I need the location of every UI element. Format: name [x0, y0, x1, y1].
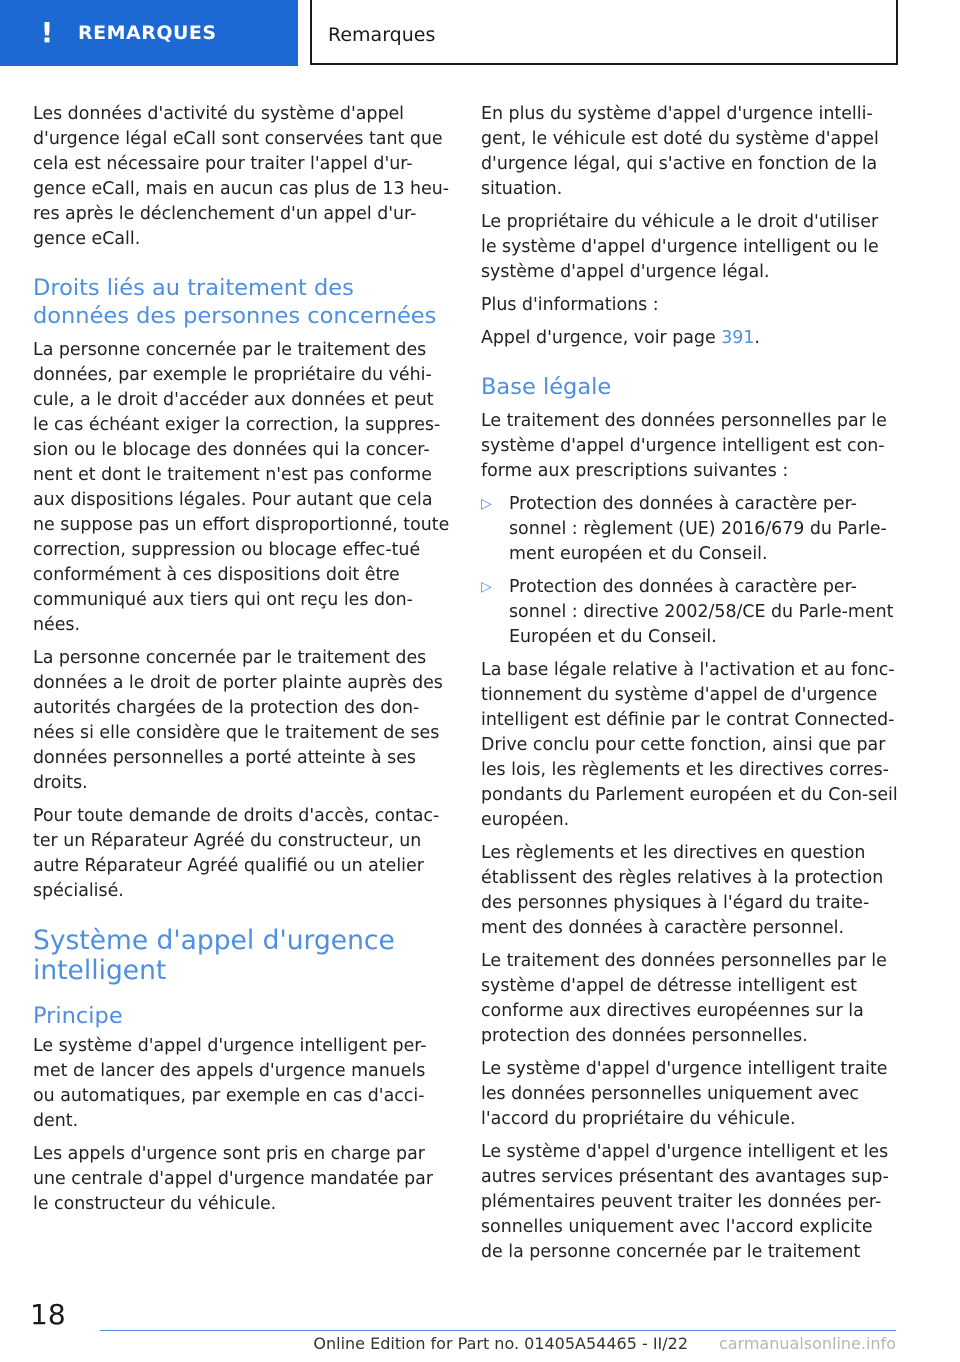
chapter-label: Remarques: [328, 24, 436, 46]
paragraph: Les règlements et les directives en question établissent des règles relatives à la protection des personnes physiques à l'égard du traite-ment des données à caractère personnel.: [481, 843, 884, 938]
paragraph: Pour toute demande de droits d'accès, contac-ter un Réparateur Agréé du constructeur, un autre Réparateur Agréé qualifié ou un atelier spécialisé.: [33, 806, 440, 901]
footer-divider: [100, 1330, 896, 1331]
triangle-bullet-icon: ▷: [481, 579, 492, 595]
paragraph: La personne concernée par le traitement des données, par exemple le propriétaire du véhi-cule, a le droit d'accéder aux données et peut le cas échéant exiger la correction, la suppres-sion ou le blocage des données qui la concer-nent et dont le traitement n'est pas conforme aux dispositions légales. Pour autant que cela ne suppose pas un effort disproportionné, toute correction, suppression ou blocage effec-tué conformément à ces dispositions doit être communiqué aux tiers qui ont reçu les don-nées.: [33, 340, 450, 635]
section-heading-legal-basis: Base légale: [481, 374, 612, 400]
section-tab-label: REMARQUES: [78, 22, 217, 44]
paragraph: En plus du système d'appel d'urgence intelli-gent, le véhicule est doté du système d'appel d'urgence légal, qui s'active en fonction de la situation.: [481, 104, 879, 199]
chapter-heading-intelligent-emergency: Système d'appel d'urgence intelligent: [33, 925, 395, 986]
cross-reference-text: Appel d'urgence, voir page: [481, 328, 722, 348]
paragraph: Le propriétaire du véhicule a le droit d'utiliser le système d'appel d'urgence intelligent ou le système d'appel d'urgence légal.: [481, 212, 879, 282]
list-item-text: Protection des données à caractère per-sonnel : règlement (UE) 2016/679 du Parle-ment européen et du Conseil.: [509, 494, 887, 564]
list-item-text: Protection des données à caractère per-sonnel : directive 2002/58/CE du Parle-ment Européen et du Conseil.: [509, 577, 894, 647]
paragraph: La personne concernée par le traitement des données a le droit de porter plainte auprès des autorités chargées de la protection des don-nées si elle considère que le traitement de ses données personnelles a porté atteinte à ses droits.: [33, 648, 443, 793]
page-number: 18: [30, 1298, 66, 1331]
paragraph-cross-reference: [481, 326, 899, 351]
paragraph: Le système d'appel d'urgence intelligent per-met de lancer des appels d'urgence manuels ou automatiques, par exemple en cas d'acci-dent.: [33, 1036, 427, 1131]
page-link-391[interactable]: 391: [721, 328, 755, 348]
paragraph: Le traitement des données personnelles par le système d'appel de détresse intelligent est conforme aux directives européennes sur la protection des données personnelles.: [481, 951, 887, 1046]
watermark: carmanualsonline.info: [718, 1334, 896, 1353]
paragraph: Le système d'appel d'urgence intelligent traite les données personnelles uniquement avec l'accord du propriétaire du véhicule.: [481, 1059, 888, 1129]
list-item: [481, 575, 899, 650]
paragraph: Le traitement des données personnelles par le système d'appel d'urgence intelligent est con-forme aux prescriptions suivantes :: [481, 411, 887, 481]
bullet-list: [481, 492, 899, 650]
paragraph: Le système d'appel d'urgence intelligent et les autres services présentant des avantages sup-plémentaires peuvent traiter les données per-sonnelles uniquement avec l'accord explicite de la personne concernée par le traitement: [481, 1142, 889, 1262]
paragraph: Les appels d'urgence sont pris en charge par une centrale d'appel d'urgence mandatée par le constructeur du véhicule.: [33, 1144, 433, 1214]
right-column: [481, 102, 899, 1273]
paragraph: La base légale relative à l'activation et au fonc-tionnement du système d'appel de d'urgence intelligent est définie par le contrat Connected-Drive conclu pour cette fonction, ainsi que par les lois, les règlements et les directives corres-pondants du Parlement européen et du Con-seil européen.: [481, 660, 898, 830]
paragraph: Les données d'activité du système d'appel d'urgence légal eCall sont conservées tant que cela est nécessaire pour traiter l'appel d'ur-gence eCall, mais en aucun cas plus de 13 heu-res après le déclenchement d'un appel d'ur-gence eCall.: [33, 104, 450, 249]
subheading-principe: Principe: [33, 1003, 123, 1029]
chapter-frame: [310, 0, 898, 65]
cross-reference-end: .: [754, 328, 760, 348]
page-header: [0, 0, 960, 66]
triangle-bullet-icon: ▷: [481, 496, 492, 512]
left-column: [33, 102, 451, 1225]
paragraph: Plus d'informations :: [481, 295, 659, 315]
section-heading-rights: Droits liés au traitement des données des personnes concernées: [33, 275, 437, 329]
alert-icon: !: [40, 16, 54, 49]
list-item: [481, 492, 899, 567]
edition-note: Online Edition for Part no. 01405A54465 - II/22: [313, 1334, 688, 1353]
section-tab: [0, 0, 298, 66]
